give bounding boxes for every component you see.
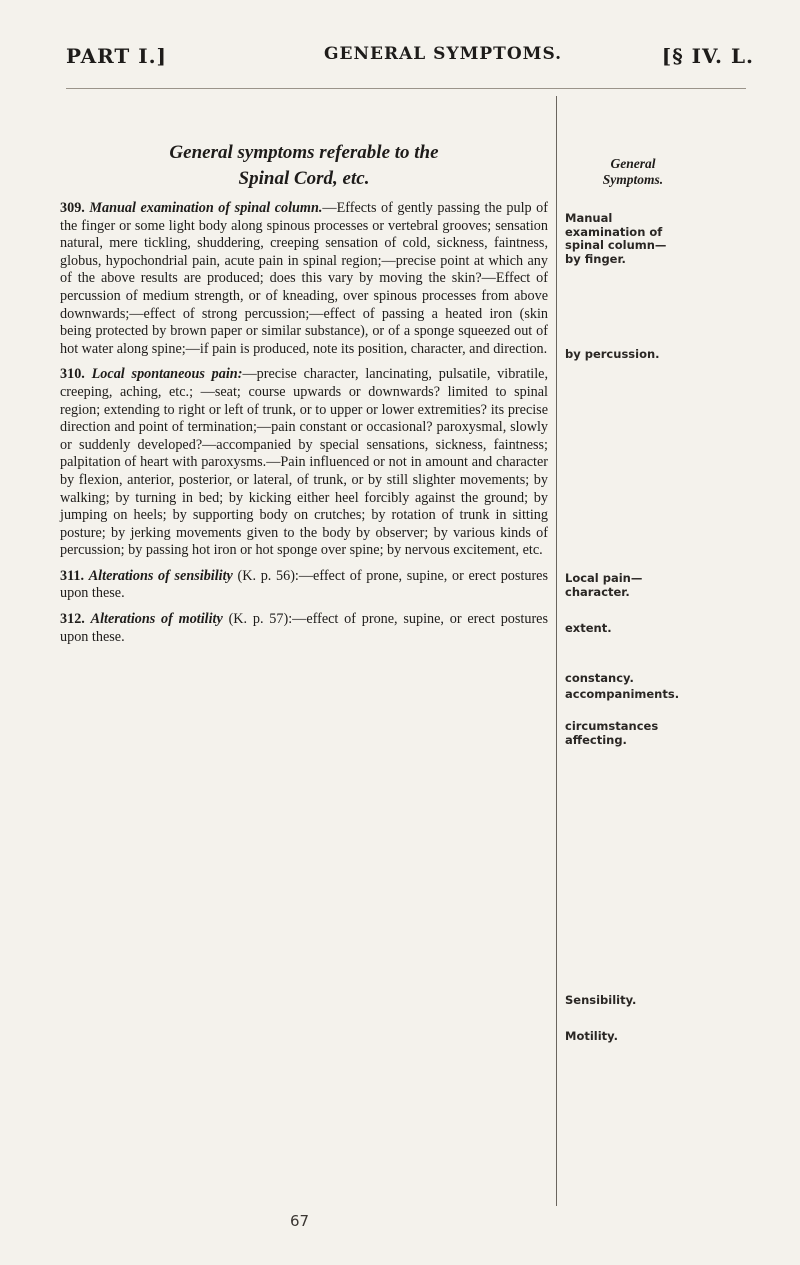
main-text <box>60 140 548 654</box>
section-number: 309. <box>60 200 85 216</box>
margin-title-line1: General <box>610 156 656 171</box>
margin-note-percussion: by percussion. <box>565 347 660 361</box>
section-heading: Manual examination of spinal column. <box>89 200 323 216</box>
margin-note-manual-examination: Manual examination of spinal column— by finger. <box>565 211 667 266</box>
margin-note-sensibility: Sensibility. <box>565 993 637 1007</box>
section-311 <box>60 568 548 603</box>
running-header <box>66 44 754 80</box>
margin-note-extent: extent. <box>565 621 612 635</box>
header-rule <box>66 88 746 89</box>
header-title: GENERAL SYMPTOMS. <box>324 44 563 64</box>
section-312 <box>60 611 548 646</box>
section-heading: Alterations of motility <box>90 611 223 628</box>
section-body: (K. p. 57):—effect of prone, supine, or erect postures upon these. <box>60 611 548 645</box>
section-heading: Local spontaneous pain: <box>91 366 243 383</box>
section-number: 311. <box>60 567 85 584</box>
margin-note-local-pain: Local pain— character. <box>565 571 643 599</box>
section-body: —precise character, lancinating, pulsatile, vibratile, creeping, aching, etc.; —seat; course upwards or downwards? limited to spinal region; extending to right or left of trunk, or to upper or lower extremities? its precise direction and point of termination;—pain constant or occasional? paroxysmal, slowly or suddenly developed?—accompanied by special sensations, sickness, faintness; palpitation of heart with paroxysms.—Pain influenced or not in amount and character by flexion, anterior, posterior, or lateral, of trunk, or by still slighter movements; by walking; by turning in bed; by kicking either heel forcibly against the ground; by jumping on heels; by supporting body on crutches; by rotation of trunk in sitting posture; by jerking movements given to the body by observer; by various kinds of percussion; by passing hot iron or hot sponge over spine; by nervous excitement, etc. <box>60 366 549 559</box>
margin-rule <box>556 96 557 1206</box>
section-number: 312. <box>60 611 85 628</box>
section-heading: Alterations of sensibility <box>88 567 233 584</box>
margin-note-constancy: constancy. <box>565 671 634 685</box>
section-body: —Effects of gently passing the pulp of the finger or some light body along spinous processes or vertebral grooves; sensation natural, mere tickling, shuddering, creeping sensation of cold, sickness, faintness, globus, hypochondrial pain, acute pain in spinal region;—precise point at which any of the above results are produced; does this vary by moving the skin?—Effect of percussion of medium strength, or of kneading, over spinous processes from above downwards;—effect of strong percussion;—effect of passing a heated iron (skin being protected by brown paper or similar substance), or of a sponge squeezed out of hot water along spine;—if pain is produced, note its position, character, and direction. <box>60 200 548 357</box>
margin-note-motility: Motility. <box>565 1029 618 1043</box>
section-body: (K. p. 56):—effect of prone, supine, or erect postures upon these. <box>60 567 549 602</box>
section-number: 310. <box>60 366 85 383</box>
page-title-line2: Spinal Cord, etc. <box>238 168 370 189</box>
page-number: 67 <box>290 1212 310 1230</box>
margin-note-circumstances: circumstances affecting. <box>565 719 659 747</box>
margin-note-accompaniments: accompaniments. <box>565 687 680 701</box>
header-section: [§ IV. L. <box>661 44 754 68</box>
margin-title <box>568 156 698 188</box>
margin-title-line2: Symptoms. <box>602 172 664 187</box>
header-part: PART I.] <box>66 44 167 68</box>
page-title-line1: General symptoms referable to the <box>169 142 439 163</box>
page-title <box>60 140 548 192</box>
section-309 <box>60 200 548 358</box>
section-310 <box>60 366 548 560</box>
